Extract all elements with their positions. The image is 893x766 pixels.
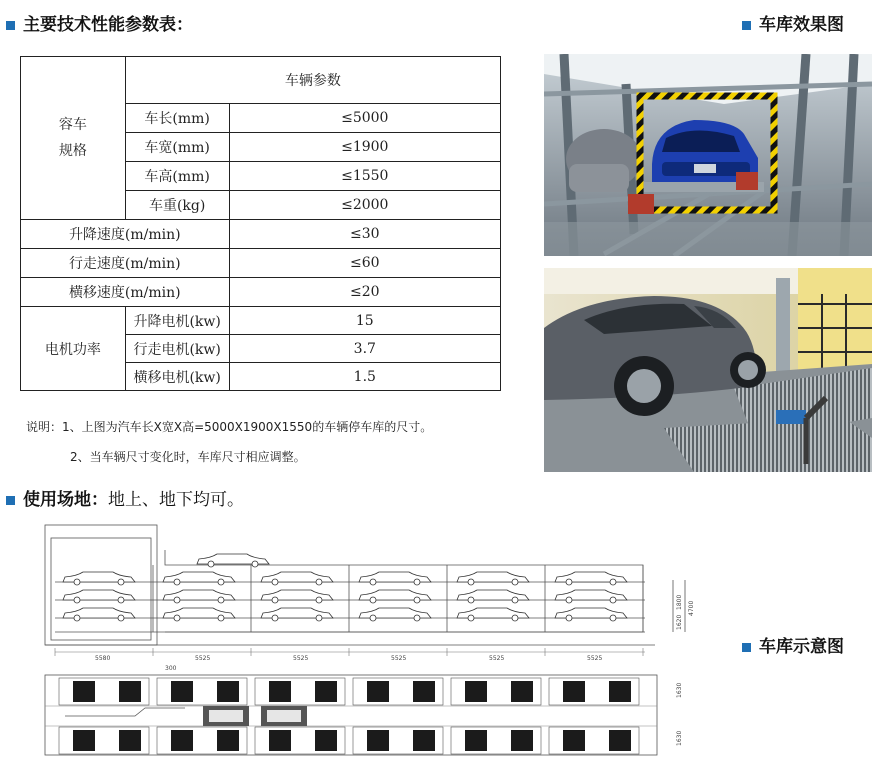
- row-value: 1.5: [229, 363, 500, 391]
- row-value: ≤20: [229, 278, 500, 307]
- dim-first-bay: 5580: [95, 655, 111, 662]
- row-value: ≤1550: [229, 162, 500, 191]
- capacity-label: 容车 规格: [21, 57, 126, 220]
- vehicle-params-header: 车辆参数: [125, 57, 500, 104]
- row-label: 行走速度(m/min): [21, 249, 230, 278]
- dim-plan-upper: 1630: [676, 682, 683, 698]
- specs-heading: 主要技术性能参数表：: [6, 10, 193, 35]
- elevation-view: [45, 525, 685, 645]
- row-value: 3.7: [229, 335, 500, 363]
- row-value: ≤30: [229, 220, 500, 249]
- row-label: 横移电机(kw): [125, 363, 229, 391]
- dim-gap: 300: [165, 665, 177, 672]
- plan-view: [45, 675, 657, 755]
- row-label: 横移速度(m/min): [21, 278, 230, 307]
- dim-bay-2: 5525: [293, 655, 309, 662]
- table-row: [21, 249, 501, 278]
- dim-bay-3: 5525: [391, 655, 407, 662]
- row-label: 升降电机(kw): [125, 307, 229, 335]
- table-row: [21, 278, 501, 307]
- row-label: 车长(mm): [125, 104, 229, 133]
- note-line-2: 2、当车辆尺寸变化时，车库尺寸相应调整。: [70, 450, 306, 464]
- parked-cars: [63, 554, 627, 621]
- dim-pit: 1620: [676, 614, 683, 630]
- row-value: 15: [229, 307, 500, 335]
- row-value: ≤2000: [229, 191, 500, 220]
- spec-table: [20, 56, 501, 391]
- dim-plan-lower: 1630: [676, 730, 683, 746]
- garage-layout-drawing: [35, 520, 695, 760]
- row-value: ≤1900: [229, 133, 500, 162]
- effect-heading: 车库效果图: [742, 10, 844, 35]
- dim-bay-4: 5525: [489, 655, 505, 662]
- diagram-heading: 车库示意图: [742, 632, 844, 657]
- bullet-square-icon: [742, 643, 751, 652]
- bullet-square-icon: [742, 21, 751, 30]
- garage-render-photo-1: [544, 54, 872, 256]
- usage-heading: 使用场地：地上、地下均可。: [6, 485, 244, 510]
- table-row: [21, 220, 501, 249]
- dim-bay-5: 5525: [587, 655, 603, 662]
- dim-level: 1800: [676, 594, 683, 610]
- dim-bay-1: 5525: [195, 655, 211, 662]
- row-label: 升降速度(m/min): [21, 220, 230, 249]
- row-label: 车重(kg): [125, 191, 229, 220]
- row-label: 车高(mm): [125, 162, 229, 191]
- bullet-square-icon: [6, 21, 15, 30]
- row-value: ≤5000: [229, 104, 500, 133]
- row-label: 车宽(mm): [125, 133, 229, 162]
- motor-label: 电机功率: [21, 307, 126, 391]
- note-line-1: 说明：1、上图为汽车长X宽X高=5000X1900X1550的车辆停车库的尺寸。: [26, 420, 433, 434]
- bullet-square-icon: [6, 496, 15, 505]
- row-value: ≤60: [229, 249, 500, 278]
- row-label: 行走电机(kw): [125, 335, 229, 363]
- table-row: [21, 307, 501, 335]
- dim-height-total: 4700: [688, 600, 695, 616]
- garage-render-photo-2: [544, 268, 872, 472]
